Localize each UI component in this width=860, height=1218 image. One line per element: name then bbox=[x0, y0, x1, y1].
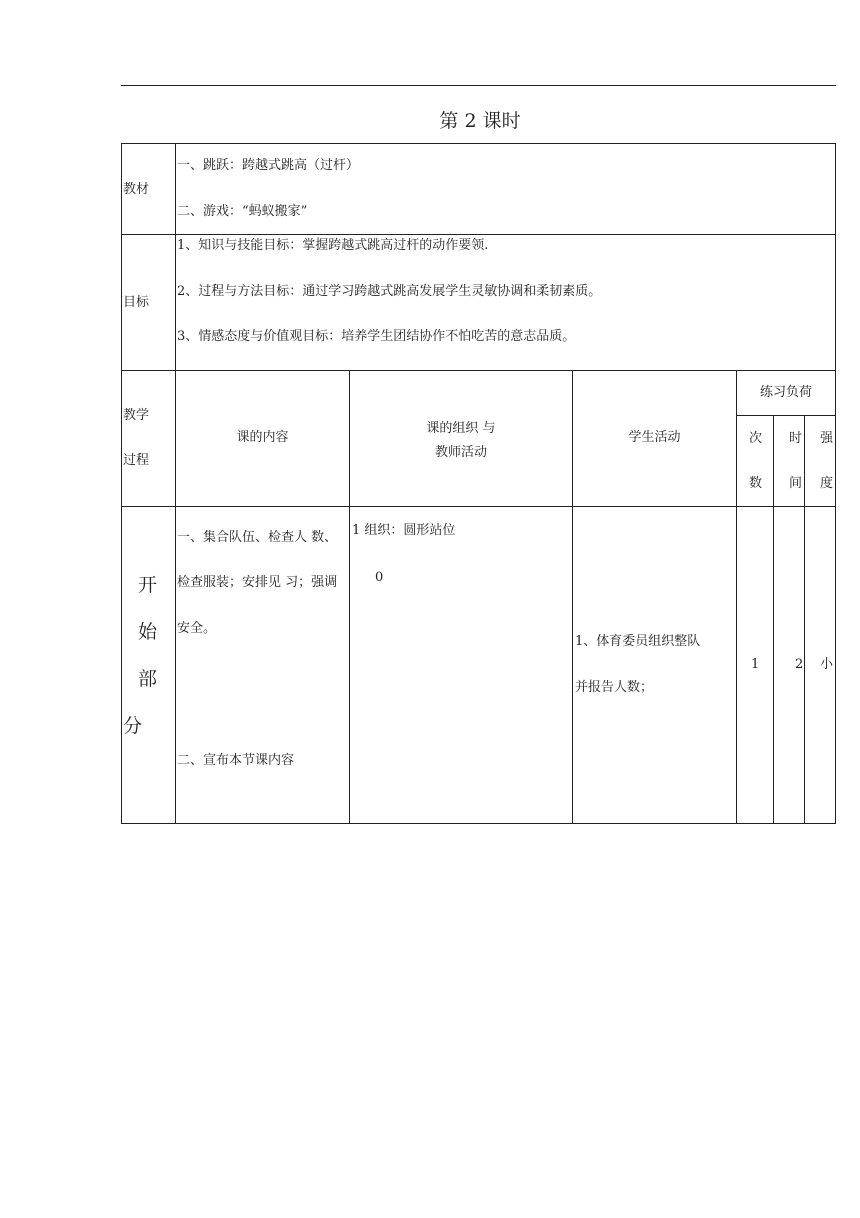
objectives-label: 目标 bbox=[123, 295, 150, 310]
start-label-char-3: 部 bbox=[138, 668, 158, 690]
intensity-header-2: 度 bbox=[820, 476, 834, 491]
start-label-char-1: 开 bbox=[138, 574, 158, 596]
count-header-cell bbox=[736, 415, 774, 507]
process-label-1: 教学 bbox=[123, 408, 150, 423]
materials-label: 教材 bbox=[123, 182, 150, 197]
objective-item-1: 1、知识与技能目标：掌握跨越式跳高过杆的动作要领. bbox=[177, 238, 489, 253]
organization-line-2: 0 bbox=[375, 570, 384, 585]
student-header: 学生活动 bbox=[628, 430, 681, 445]
materials-content-cell bbox=[175, 143, 836, 235]
time-header-1: 时 bbox=[789, 431, 803, 446]
start-content-cell bbox=[175, 506, 350, 824]
count-header-2: 数 bbox=[749, 476, 763, 491]
time-header-cell bbox=[773, 415, 805, 507]
start-label-char-4: 分 bbox=[123, 715, 143, 737]
load-header: 练习负荷 bbox=[759, 385, 812, 400]
start-count-value: 1 bbox=[751, 657, 760, 672]
organization-header-1: 课的组织 与 bbox=[426, 421, 496, 436]
time-header-2: 间 bbox=[789, 476, 803, 491]
start-content-line-3: 安全。 bbox=[177, 621, 217, 636]
top-rule bbox=[121, 85, 836, 86]
start-content-line-1: 一、集合队伍、检查人 数、 bbox=[177, 530, 338, 545]
process-label-2: 过程 bbox=[123, 453, 150, 468]
student-line-2: 并报告人数； bbox=[575, 680, 654, 695]
organization-header-cell bbox=[349, 370, 573, 507]
objective-item-2: 2、过程与方法目标：通过学习跨越式跳高发展学生灵敏协调和柔韧素质。 bbox=[177, 284, 602, 299]
organization-line-1: 1 组织：圆形站位 bbox=[352, 523, 456, 538]
process-label-cell bbox=[121, 370, 176, 507]
content-header: 课的内容 bbox=[236, 430, 289, 445]
materials-item-1: 一、跳跃：跨越式跳高（过杆） bbox=[177, 158, 360, 173]
objective-item-3: 3、情感态度与价值观目标：培养学生团结协作不怕吃苦的意志品质。 bbox=[177, 329, 576, 344]
intensity-header-1: 强 bbox=[820, 431, 834, 446]
materials-item-2: 二、游戏：“蚂蚁搬家” bbox=[177, 204, 308, 219]
start-intensity-value: 小 bbox=[820, 657, 834, 672]
organization-header-2: 教师活动 bbox=[434, 445, 487, 460]
count-header-1: 次 bbox=[749, 431, 763, 446]
objectives-content-cell bbox=[175, 234, 836, 371]
start-organization-cell bbox=[349, 506, 573, 824]
start-content-line-4: 二、宣布本节课内容 bbox=[177, 753, 295, 768]
student-line-1: 1、体育委员组织整队 bbox=[575, 634, 701, 649]
start-student-cell bbox=[572, 506, 737, 824]
intensity-header-cell bbox=[804, 415, 836, 507]
start-content-line-2: 检查服装；安排见 习；强调 bbox=[177, 575, 338, 590]
start-section-label-cell bbox=[121, 506, 176, 824]
page-title: 第 2 课时 bbox=[439, 110, 521, 132]
start-label-char-2: 始 bbox=[138, 621, 158, 643]
start-time-value: 2 bbox=[795, 657, 804, 672]
